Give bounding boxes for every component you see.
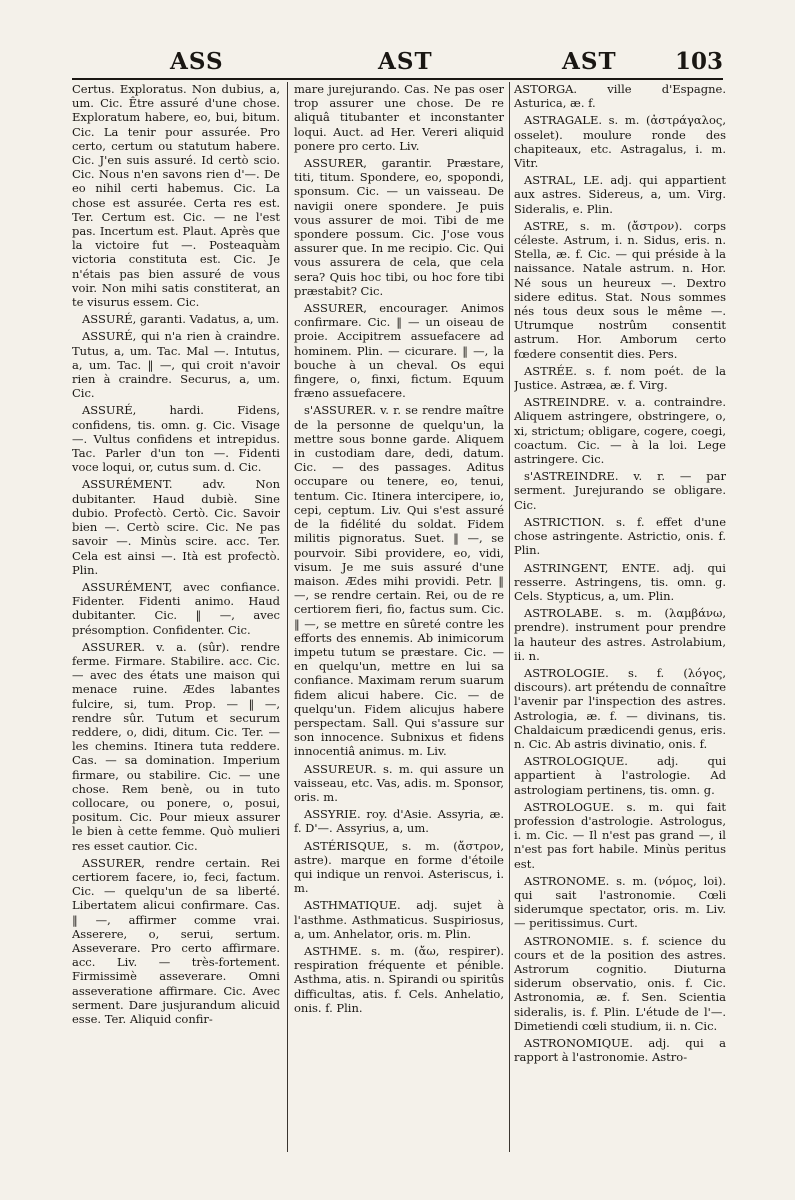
entry: ASSURÉMENT. adv. Non dubitanter. Haud dubiè. Sine dubio. Profectò. Certò. Cic. Savoir bien —. Certò scire. Cic. Ne pas savoir —. Minùs scire. acc. Ter. Cela est ainsi —. Ità est profectò. Plin.: [72, 477, 280, 577]
running-header: [72, 48, 723, 78]
entry: ASSURER. v. a. (sûr). rendre ferme. Firmare. Stabilire. acc. Cic. — avec des états une maison qui menace ruine. Ædes labantes fulcire, si, tum. Prop. — ‖ —, rendre sûr. Tutum et securum reddere, o, didi, ditum. Cic. Ter. — les chemins. Itinera tuta reddere. Cas. — sa domination. Imperium firmare, ou stabilire. Cic. — une chose. Rem benè, ou in tuto collocare, ou ponere, o, posui, positum. Cic. Pour mieux assurer le bien à cette femme. Quò mulieri res esset cautior. Cic.: [72, 639, 280, 853]
entry: ASTHME. s. m. (ἄω, respirer). respiration fréquente et pénible. Asthma, atis. n. Spirandi ou spiritûs difficultas, atis. f. Cels. Anhelatio, onis. f. Plin.: [294, 943, 504, 1015]
entry: ASTRINGENT, ENTE. adj. qui resserre. Astringens, tis. omn. g. Cels. Stypticus, a, um. Plin.: [514, 560, 726, 603]
entry: ASTROLOGIE. s. f. (λόγος, discours). art prétendu de connaître l'avenir par l'inspection des astres. Astrologia, æ. f. — divinans, tis. Chaldaicum prædicendi genus, eris. n. Cic. Ab astris divinatio, onis. f.: [514, 665, 726, 751]
entry: ASTRONOMIE. s. f. science du cours et de la position des astres. Astrorum cognitio. Diuturna siderum observatio, onis. f. Cic. Astronomia, æ. f. Sen. Scientia sideralis, is. f. Plin. L'étude de l'—. Dimetiendi cœli studium, ii. n. Cic.: [514, 933, 726, 1033]
entry: ASSURÉ, qui n'a rien à craindre. Tutus, a, um. Tac. Mal —. Intutus, a, um. Tac. ‖ —, qui croit n'avoir rien à craindre. Securus, a, um. Cic.: [72, 329, 280, 401]
column-1: [72, 82, 280, 1162]
entry: ASTROLABE. s. m. (λαμβάνω, prendre). instrument pour prendre la hauteur des astres. Astrolabium, ii. n.: [514, 606, 726, 663]
header-rule: [72, 78, 723, 80]
entry: ASTROLOGUE. s. m. qui fait profession d'astrologie. Astrologus, i. m. Cic. — Il n'est pas grand —, il n'est pas fort habile. Minùs peritus est.: [514, 799, 726, 871]
entry: ASTRE, s. m. (ἄστρον). corps céleste. Astrum, i. n. Sidus, eris. n. Stella, æ. f. Cic. — qui préside à la naissance. Natale astrum. n. Hor. Né sous un heureux —. Dextro sidere editus. Stat. Nous sommes nés tous deux sous le même —. Utrumque nostrûm consentit astrum. Hor. Amborum certo fœdere consentit dies. Pers.: [514, 218, 726, 361]
entry: ASSYRIE. roy. d'Asie. Assyria, æ. f. D'—. Assyrius, a, um.: [294, 807, 504, 836]
entry: mare jurejurando. Cas. Ne pas oser trop assurer une chose. De re aliquâ titubanter et inconstanter loqui. Auct. ad Her. Vereri aliquid ponere pro certo. Liv.: [294, 82, 504, 153]
entry: ASTÉRISQUE, s. m. (ἄστρον, astre). marque en forme d'étoile qui indique un renvoi. Asteriscus, i. m.: [294, 838, 504, 896]
column-3: [514, 82, 726, 1162]
entry: ASSURER, garantir. Præstare, titi, titum. Spondere, eo, spopondi, sponsum. Cic. — un vaisseau. De navigii onere spondere. Je puis vous assurer de moi. Tibi de me spondere possum. Cic. J'ose vous assurer que. In me recipio. Cic. Qui vous assurera de cela, que cela sera? Quis hoc tibi, ou hoc fore tibi præstabit? Cic.: [294, 156, 504, 298]
column-2: [294, 82, 504, 1162]
column-divider: [287, 82, 288, 1152]
entry: ASSURÉMENT, avec confiance. Fidenter. Fidenti animo. Haud dubitanter. Cic. ‖ —, avec présomption. Confidenter. Cic.: [72, 579, 280, 637]
entry: Certus. Exploratus. Non dubius, a, um. Cic. Être assuré d'une chose. Exploratum habere, eo, bui, bitum. Cic. La tenir pour assurée. Pro certo, certum ou statutum habere. Cic. J'en suis assuré. Id certò scio. Cic. Nous n'en savons rien d'—. De eo nihil certi habemus. Cic. La chose est assurée. Certa res est. Ter. Certum est. Cic. — ne l'est pas. Incertum est. Plaut. Après que la victoire fut —. Posteaquàm victoria constituta est. Cic. Je n'étais pas bien assuré de vous voir. Non mihi satis constiterat, an te visurus essem. Cic.: [72, 82, 280, 310]
entry: ASSURÉ, hardi. Fidens, confidens, tis. omn. g. Cic. Visage —. Vultus confidens et intrepidus. Tac. Parler d'un ton —. Fidenti voce loqui, or, cutus sum. d. Cic.: [72, 403, 280, 475]
entry: ASTREINDRE. v. a. contraindre. Aliquem astringere, obstringere, o, xi, strictum; obligare, cogere, coegi, coactum. Cic. — à la loi. Lege astringere. Cic.: [514, 395, 726, 467]
entry: ASTRAL, LE. adj. qui appartient aux astres. Sidereus, a, um. Virg. Sideralis, e. Plin.: [514, 173, 726, 216]
entry: ASSURÉ, garanti. Vadatus, a, um.: [82, 312, 280, 327]
entry: ASTRAGALE. s. m. (ἀστράγαλος, osselet). moulure ronde des chapiteaux, etc. Astragalus, i. m. Vitr.: [514, 113, 726, 171]
entry: ASTRONOMIQUE. adj. qui a rapport à l'astronomie. Astro-: [514, 1036, 726, 1065]
entry: ASSUREUR. s. m. qui assure un vaisseau, etc. Vas, adis. m. Sponsor, oris. m.: [294, 761, 504, 804]
entry: ASSURER, rendre certain. Rei certiorem facere, io, feci, factum. Cic. — quelqu'un de sa liberté. Libertatem alicui confirmare. Cas. ‖ —, affirmer comme vrai. Asserere, o, serui, sertum. Asseverare. Pro certo affirmare. acc. Liv. — très-fortement. Firmissimè asseverare. Omni asseveratione affirmare. Cic. Avec serment. Dare jusjurandum alicuid esse. Ter. Aliquid confir-: [72, 855, 280, 1026]
entry: ASTRÉE. s. f. nom poét. de la Justice. Astræa, æ. f. Virg.: [514, 363, 726, 393]
entry: ASTHMATIQUE. adj. sujet à l'asthme. Asthmaticus. Suspiriosus, a, um. Anhelator, oris. m. Plin.: [294, 898, 504, 941]
entry: ASSURER, encourager. Animos confirmare. Cic. ‖ — un oiseau de proie. Accipitrem assuefacere ad hominem. Plin. — cicurare. ‖ —, la bouche à un cheval. Os equi fingere, o, finxi, fictum. Equum fræno assuefacere.: [294, 301, 504, 401]
header-guide-right: AST: [562, 48, 617, 75]
header-guide-left: ASS: [170, 48, 224, 75]
column-divider: [509, 82, 510, 1152]
header-guide-center: AST: [378, 48, 433, 75]
entry: ASTRICTION. s. f. effet d'une chose astringente. Astrictio, onis. f. Plin.: [514, 514, 726, 558]
entry: ASTROLOGIQUE. adj. qui appartient à l'astrologie. Ad astrologiam pertinens, tis. omn. g.: [514, 754, 726, 797]
entry: ASTORGA. ville d'Espagne. Asturica, æ. f.: [514, 82, 726, 111]
page-number: 103: [674, 48, 723, 75]
entry: ASTRONOME. s. m. (νόμος, loi). qui sait l'astronomie. Cœli siderumque spectator, oris. m. Liv. — peritissimus. Curt.: [514, 873, 726, 931]
entry: s'ASTREINDRE. v. r. — par serment. Jurejurando se obligare. Cic.: [514, 469, 726, 512]
entry: s'ASSURER. v. r. se rendre maître de la personne de quelqu'un, la mettre sous bonne garde. Aliquem in custodiam dare, dedi, datum. Cic. — des passages. Aditus occupare ou tenere, eo, tenui, tentum. Cic. Itinera intercipere, io, cepi, ceptum. Liv. Qui s'est assuré de la fidélité du soldat. Fidem militis pignoratus. Suet. ‖ —, se pourvoir. Sibi providere, eo, vidi, visum. Je me suis assuré d'une maison. Ædes mihi providi. Petr. ‖ —, se rendre certain. Rei, ou de re certiorem fieri, fio, factus sum. Cic. ‖ —, se mettre en sûreté contre les efforts des ennemis. Ab inimicorum impetu tutum se præstare. Cic. — en quelqu'un, mettre en lui sa confiance. Maximam rerum suarum fidem alicui habere. Cic. — de quelqu'un. Fidem alicujus habere perspectam. Sall. Qui s'assure sur son innocence. Subnixus et fidens innocentiâ animus. m. Liv.: [294, 403, 504, 759]
